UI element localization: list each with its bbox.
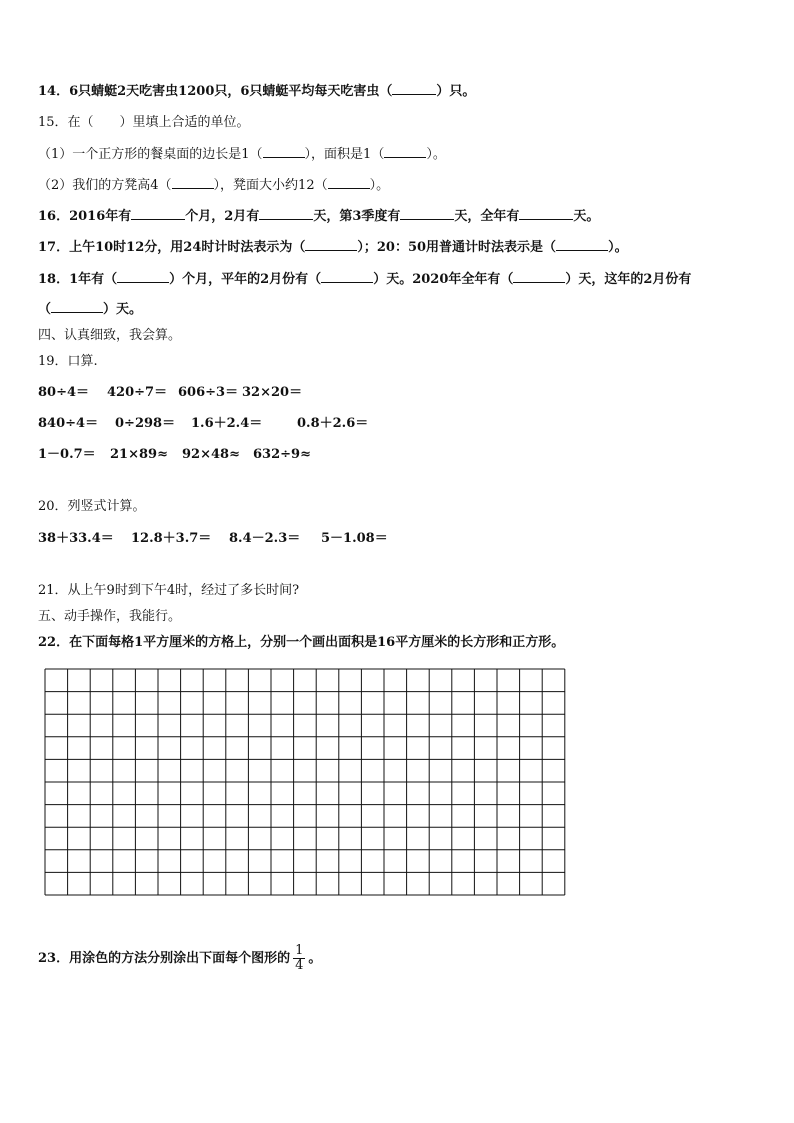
q23-text-end: 。 [308, 951, 322, 966]
q17-text-c: ）。 [608, 240, 628, 255]
q14-text-end: ）只。 [436, 84, 476, 99]
calc-item: 12.8＋3.7＝ [131, 531, 212, 546]
q23-text: 23．用涂色的方法分别涂出下面每个图形的 [38, 951, 291, 966]
answer-blank[interactable] [519, 207, 573, 220]
question-15-1 [38, 145, 446, 164]
calc-item: 632÷9≈ [253, 447, 311, 462]
q16-text-c: 天，第3季度有 [313, 209, 401, 224]
answer-blank[interactable] [305, 238, 357, 251]
calc-item: 1.6＋2.4＝ [191, 416, 263, 431]
fraction-numerator: 1 [295, 943, 304, 958]
calc-item: 0÷298＝ [115, 416, 176, 431]
answer-blank[interactable] [400, 207, 454, 220]
calc-item: 420÷7＝ [107, 385, 168, 400]
section-heading-5: 五、动手操作，我能行。 [38, 609, 182, 624]
calc-item: 0.8＋2.6＝ [297, 416, 369, 431]
calc-item: 92×48≈ [182, 447, 240, 462]
question-19-title: 19．口算. [38, 354, 98, 369]
answer-blank[interactable] [384, 145, 426, 158]
q16-text-e: 天。 [573, 209, 600, 224]
calc-item: 840÷4＝ [38, 416, 99, 431]
square-grid[interactable] [44, 668, 568, 897]
q15-1-text: （1）一个正方形的餐桌面的边长是1（ [38, 147, 263, 162]
q18-text-e: （ [38, 302, 52, 317]
question-23 [38, 944, 321, 973]
calc-item: 5－1.08＝ [321, 531, 388, 546]
q18-text-a: 18．1年有（ [38, 272, 118, 287]
calc-item: 606÷3＝ [178, 385, 239, 400]
question-17 [38, 238, 628, 257]
answer-blank[interactable] [117, 270, 169, 283]
q15-2-text: （2）我们的方凳高4（ [38, 178, 172, 193]
fraction-denominator: 4 [295, 958, 304, 973]
answer-blank[interactable] [263, 145, 305, 158]
q16-text-a: 16．2016年有 [38, 209, 132, 224]
calc-item: 8.4－2.3＝ [229, 531, 301, 546]
answer-blank[interactable] [513, 270, 565, 283]
answer-blank[interactable] [131, 207, 185, 220]
question-15-title: 15．在（ ）里填上合适的单位。 [38, 115, 250, 130]
question-22: 22．在下面每格1平方厘米的方格上，分别一个画出面积是16平方厘米的长方形和正方形。 [38, 635, 565, 650]
question-18-cont [38, 300, 142, 319]
q14-text: 14．6只蜻蜓2天吃害虫1200只，6只蜻蜓平均每天吃害虫（ [38, 84, 393, 99]
question-18 [38, 270, 691, 289]
q18-text-f: ）天。 [103, 302, 143, 317]
q18-text-b: ）个月，平年的2月份有（ [169, 272, 322, 287]
section-heading-4: 四、认真细致，我会算。 [38, 328, 182, 343]
answer-blank[interactable] [556, 238, 608, 251]
answer-blank[interactable] [172, 176, 214, 189]
answer-blank[interactable] [328, 176, 370, 189]
q16-text-b: 个月，2月有 [185, 209, 260, 224]
question-14 [38, 82, 475, 101]
question-15-2 [38, 176, 389, 195]
q17-text-a: 17．上午10时12分，用24时计时法表示为（ [38, 240, 306, 255]
q15-1-text-c: ）。 [426, 147, 446, 162]
answer-blank[interactable] [259, 207, 313, 220]
question-16 [38, 207, 599, 226]
q16-text-d: 天，全年有 [454, 209, 520, 224]
q17-text-b: ）；20：50用普通计时法表示是（ [357, 240, 557, 255]
q18-text-d: ）天，这年的2月份有 [565, 272, 692, 287]
calc-item: 21×89≈ [110, 447, 168, 462]
calc-item: 32×20＝ [242, 385, 303, 400]
answer-blank[interactable] [51, 300, 103, 313]
q15-2-text-b: ），凳面大小约12（ [213, 178, 328, 193]
calc-item: 1－0.7＝ [38, 447, 96, 462]
answer-blank[interactable] [321, 270, 373, 283]
question-21: 21．从上午9时到下午4时，经过了多长时间? [38, 583, 300, 598]
fraction-one-quarter [293, 944, 305, 973]
answer-blank[interactable] [392, 82, 436, 95]
calc-item: 80÷4＝ [38, 385, 90, 400]
calc-item: 38＋33.4＝ [38, 531, 114, 546]
q15-2-text-c: ）。 [369, 178, 390, 193]
question-20-title: 20．列竖式计算。 [38, 499, 146, 514]
q18-text-c: ）天。2020年全年有（ [373, 272, 514, 287]
q15-1-text-b: ），面积是1（ [304, 147, 385, 162]
